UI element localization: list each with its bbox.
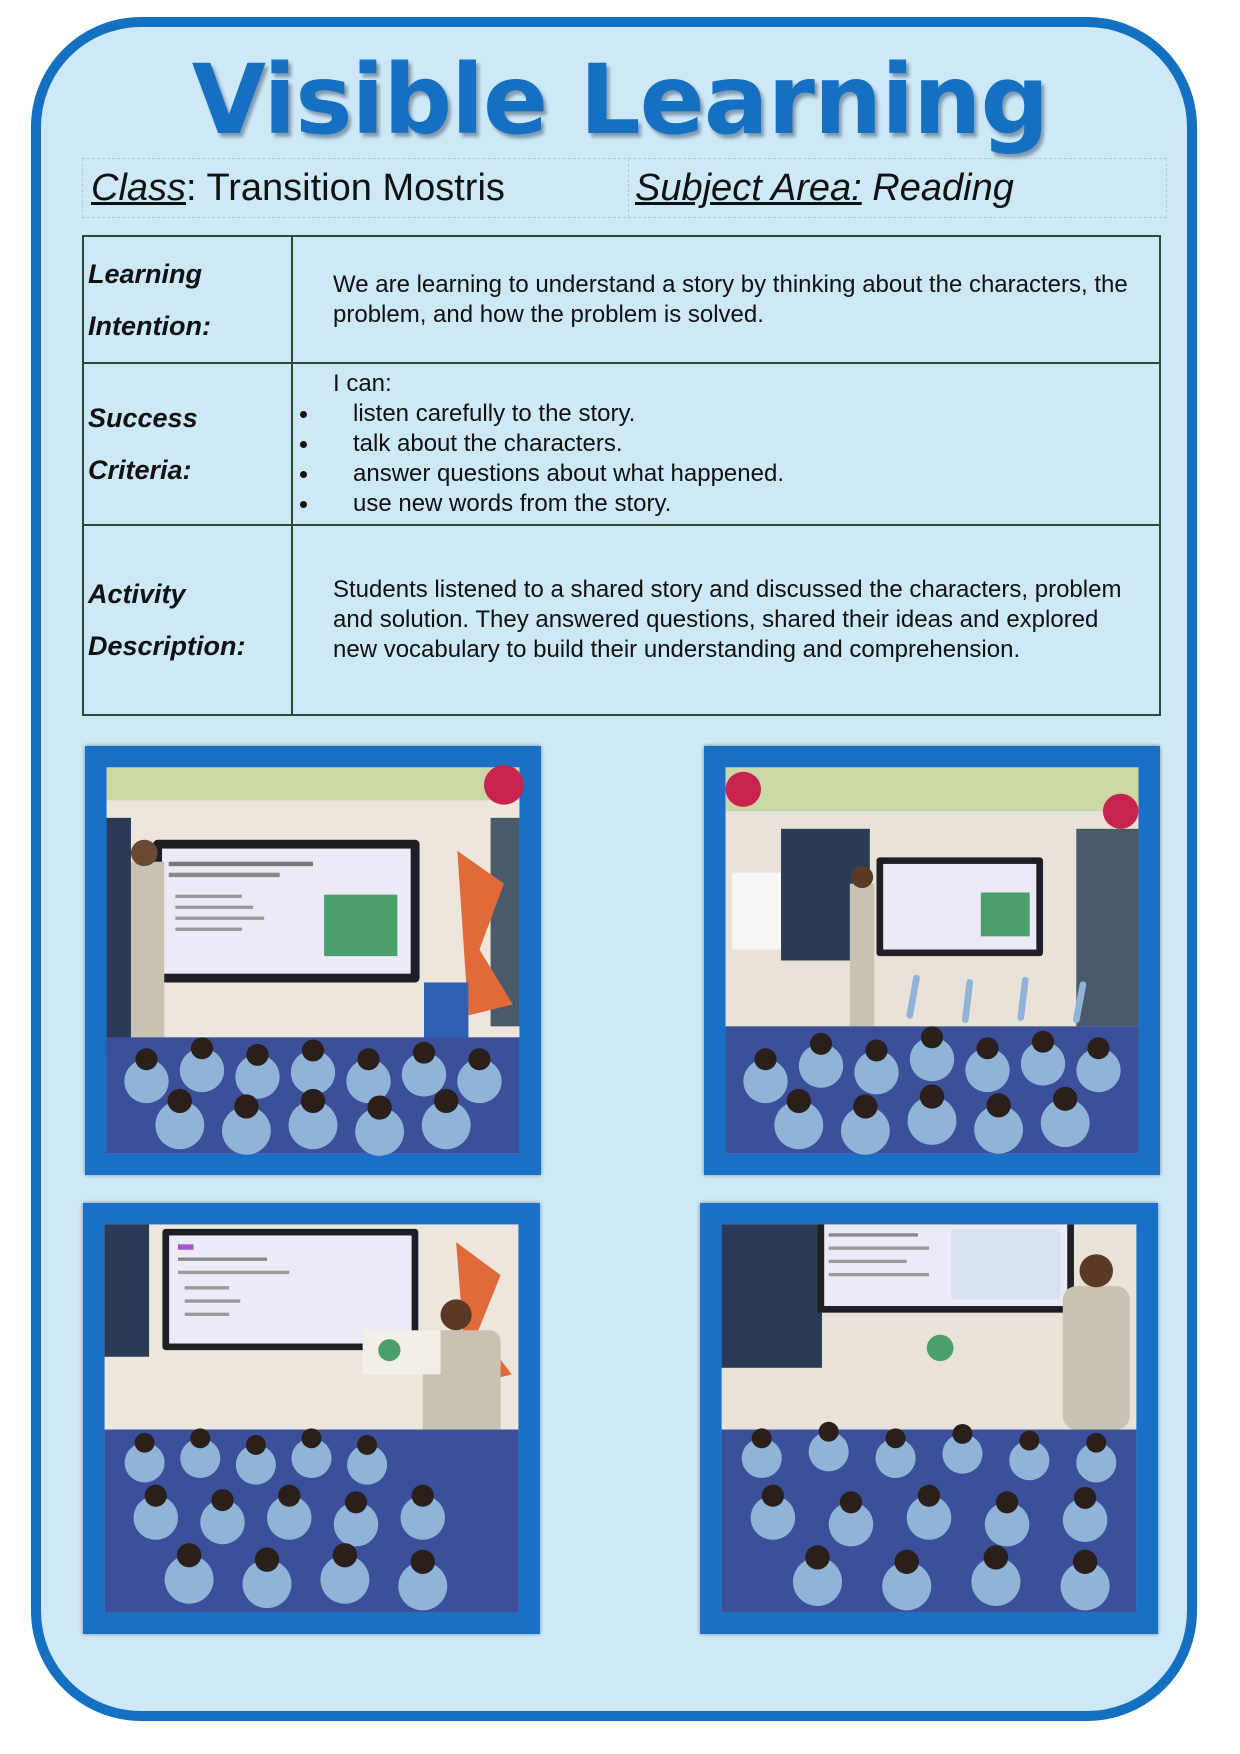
subject-area-value: Reading bbox=[861, 167, 1014, 209]
list-item: talk about the characters. bbox=[333, 429, 1149, 459]
classroom-photo-2-image bbox=[710, 752, 1154, 1169]
heading-line: Learning bbox=[88, 258, 203, 289]
success-criteria-heading bbox=[83, 363, 292, 525]
page-title: Visible Learning bbox=[191, 44, 1049, 156]
success-criteria-row bbox=[83, 363, 1160, 525]
class-value: : Transition Mostris bbox=[186, 167, 505, 209]
classroom-photo-1 bbox=[85, 746, 541, 1175]
classroom-photo-4 bbox=[700, 1203, 1158, 1634]
learning-intention-row bbox=[83, 236, 1160, 363]
heading-line: Intention: bbox=[88, 310, 211, 341]
success-criteria-intro: I can: bbox=[333, 370, 392, 397]
class-subject-row bbox=[82, 158, 1167, 218]
heading-line: Success bbox=[88, 403, 198, 433]
heading-line: Activity bbox=[88, 579, 186, 609]
learning-intention-heading bbox=[83, 236, 292, 363]
heading-line: Description: bbox=[88, 631, 246, 661]
classroom-photo-4-image bbox=[706, 1209, 1152, 1628]
classroom-photo-3-image bbox=[89, 1209, 534, 1628]
list-item: use new words from the story. bbox=[333, 489, 1149, 519]
class-cell bbox=[91, 159, 505, 217]
subject-area-label: Subject Area: bbox=[635, 167, 862, 209]
success-criteria-cell bbox=[292, 363, 1160, 525]
subject-area-cell bbox=[628, 159, 1014, 217]
learning-table bbox=[82, 235, 1161, 716]
heading-line: Criteria: bbox=[88, 455, 192, 485]
activity-description-text: Students listened to a shared story and discussed the characters, problem and solution. They answered questions, shared their ideas and explored new vocabulary to build their understanding and comprehension. bbox=[292, 525, 1160, 715]
classroom-photo-2 bbox=[704, 746, 1160, 1175]
classroom-photo-3 bbox=[83, 1203, 540, 1634]
activity-description-heading bbox=[83, 525, 292, 715]
class-label: Class bbox=[91, 167, 187, 209]
list-item: answer questions about what happened. bbox=[333, 459, 1149, 489]
learning-intention-text: We are learning to understand a story by thinking about the characters, the problem, and how the problem is solved. bbox=[292, 236, 1160, 363]
success-criteria-list bbox=[333, 399, 1149, 519]
activity-description-row bbox=[83, 525, 1160, 715]
list-item: listen carefully to the story. bbox=[333, 399, 1149, 429]
classroom-photo-1-image bbox=[91, 752, 535, 1169]
